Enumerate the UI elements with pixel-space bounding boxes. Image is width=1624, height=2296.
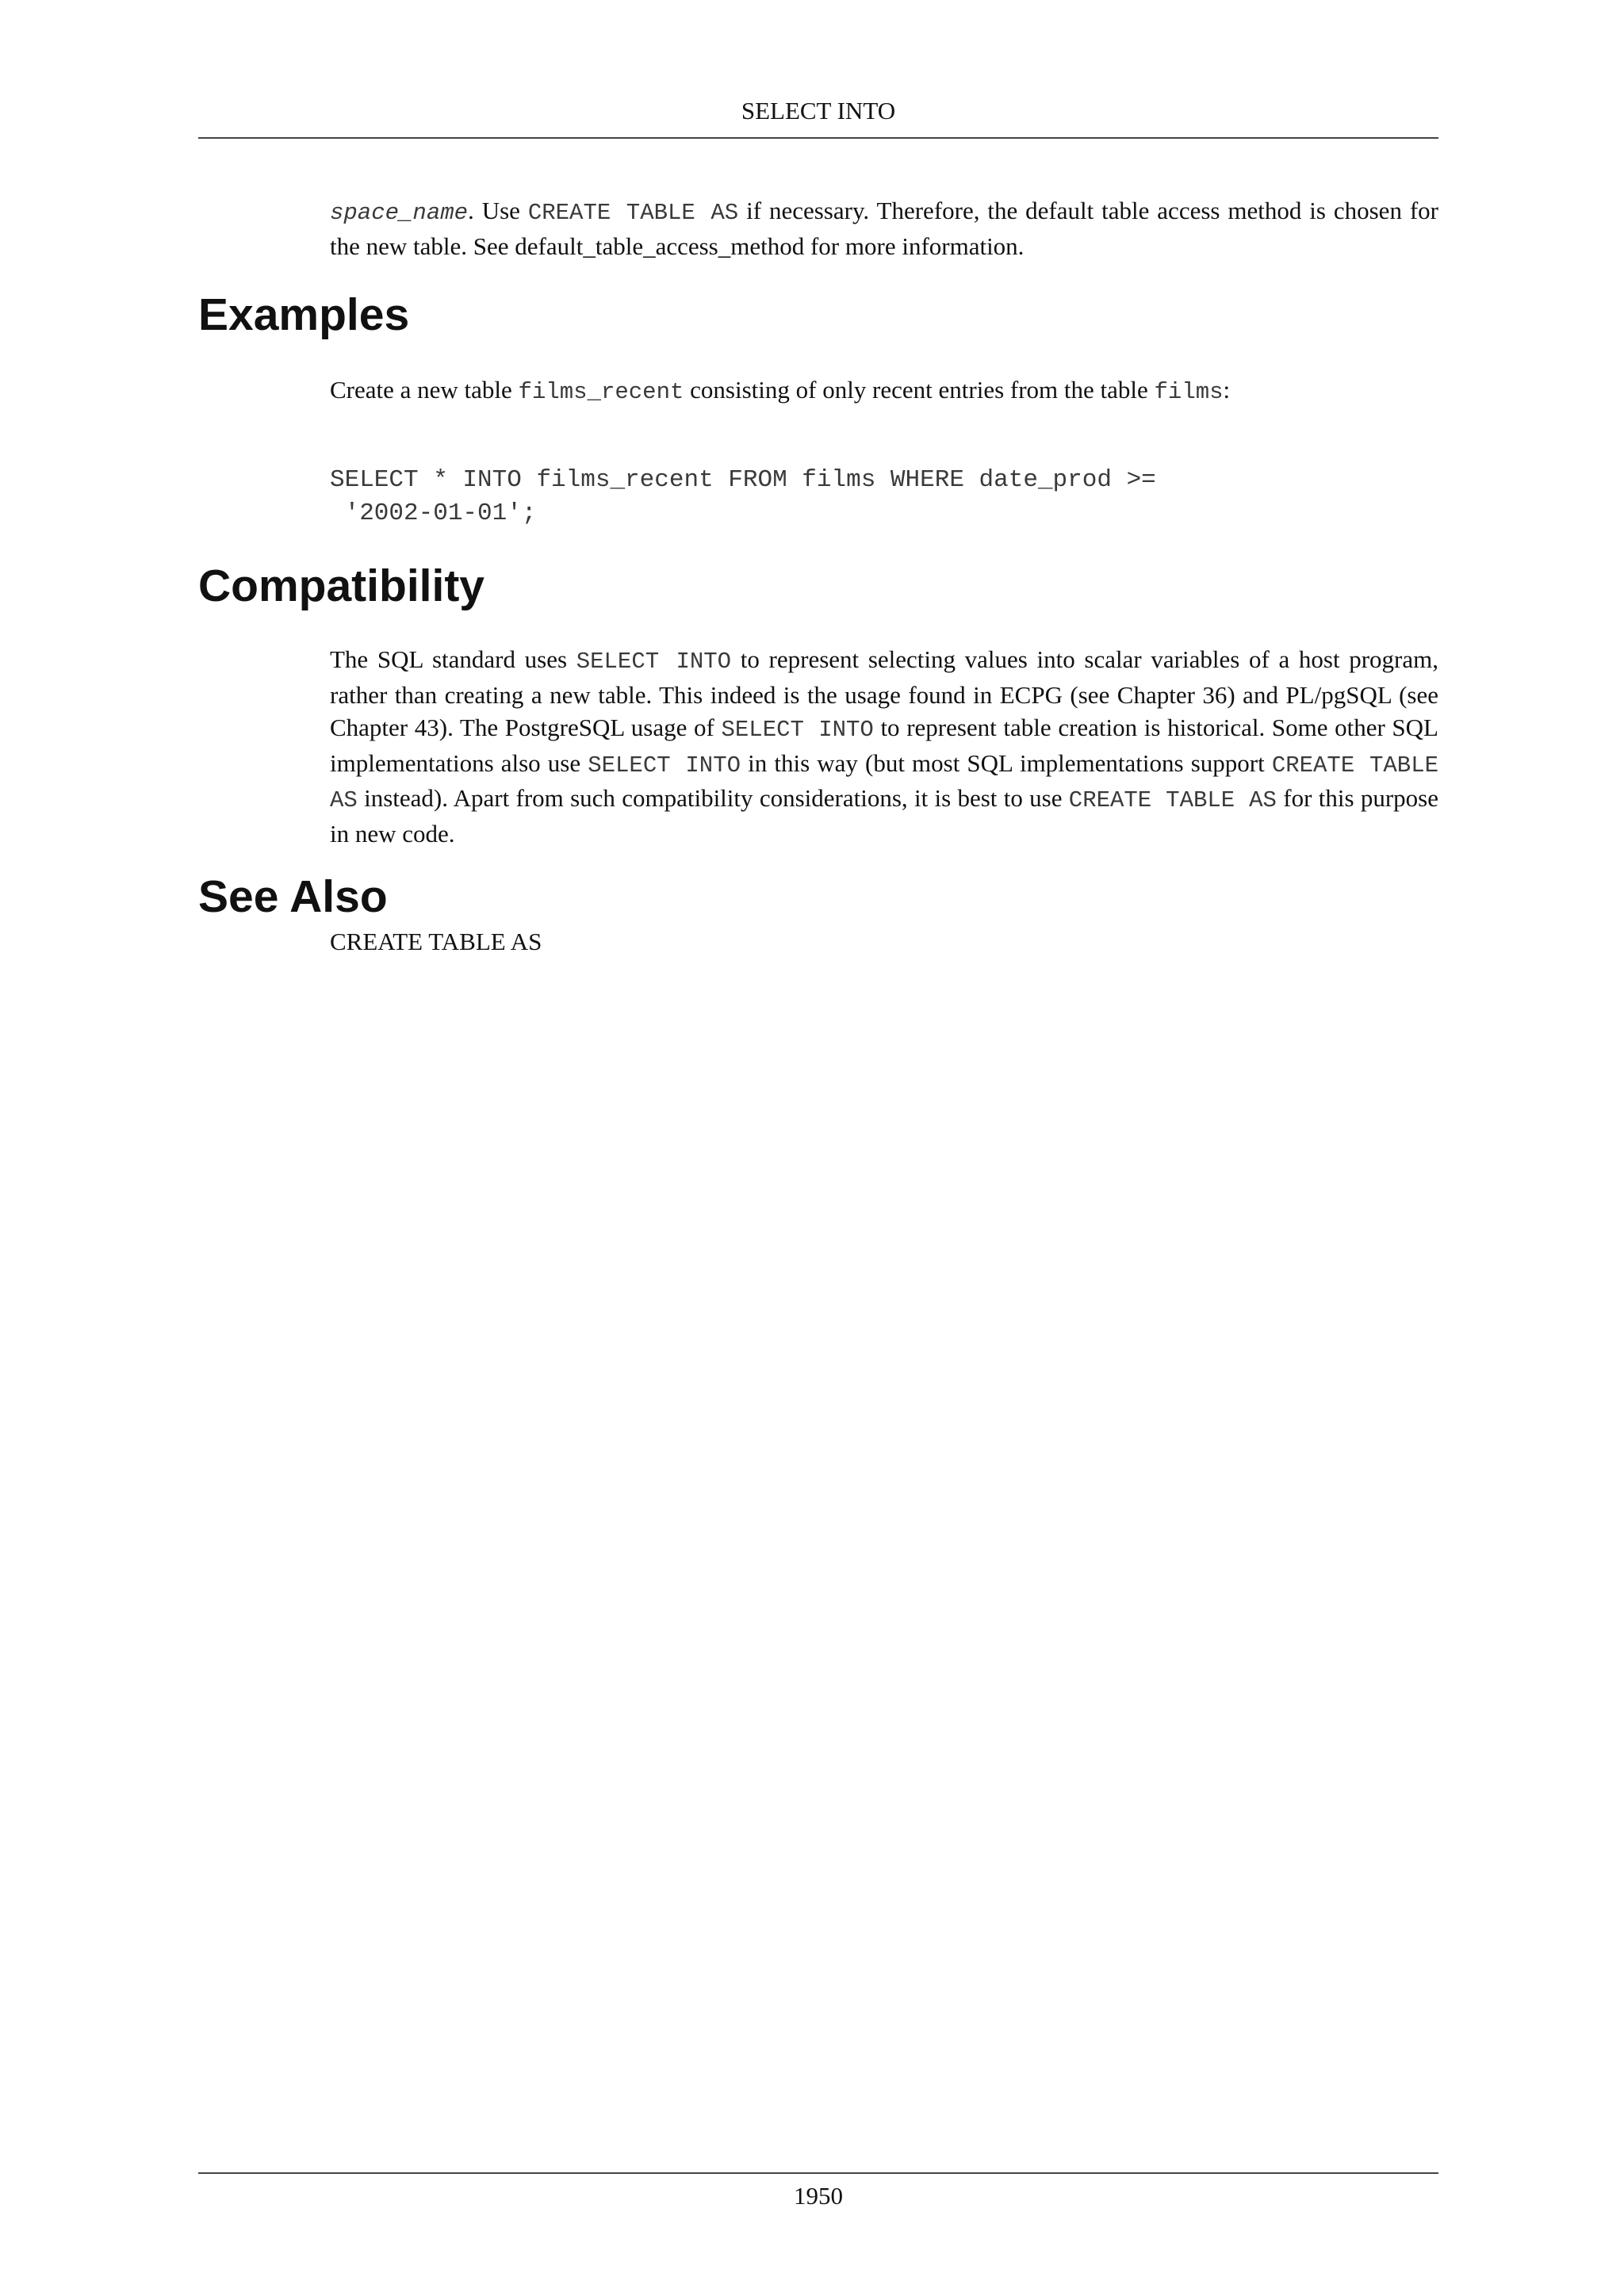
code-create-table-as: CREATE TABLE AS <box>527 200 739 226</box>
running-header: SELECT INTO <box>741 97 896 124</box>
compatibility-heading: Compatibility <box>198 561 485 611</box>
code-table-new: films_recent <box>518 379 684 405</box>
code-table-src: films <box>1154 379 1224 405</box>
compatibility-paragraph: The SQL standard uses SELECT INTO to represent selecting values into scalar variables of a host program, rather than creating a new table. This indeed is the usage found in ECPG (see Chapter 36) and PL/pgSQL (see Chapter 43). The PostgreSQL usage of SELECT INTO to represent table creation is historical. Some other SQL implementations also use SELECT INTO in this way (but most SQL implementations support CREATE TABLE AS instead). Apart from such compatibility considerations, it is best to use CREATE TABLE AS for this purpose in new code. <box>330 645 1439 848</box>
see-also-list <box>330 925 1438 959</box>
code-select-into: SELECT INTO <box>588 752 741 779</box>
header-rule <box>198 137 1438 139</box>
code-create-table-as: CREATE TABLE AS <box>1068 787 1277 813</box>
see-also-heading: See Also <box>198 871 388 922</box>
see-also-link-create-table-as[interactable]: CREATE TABLE AS <box>330 928 542 955</box>
code-param: space_name <box>330 200 469 226</box>
code-select-into: SELECT INTO <box>721 717 874 743</box>
intro-paragraph: space_name. Use CREATE TABLE AS if necessary. Therefore, the default table access method is chosen for the new table. See default_table_access_method for more information. <box>330 197 1439 260</box>
page-number: 1950 <box>794 2182 843 2210</box>
examples-heading: Examples <box>198 289 410 340</box>
code-line: SELECT * INTO films_recent FROM films WHERE date_prod >= <box>330 466 1156 494</box>
footer-rule <box>198 2172 1438 2174</box>
code-line: '2002-01-01'; <box>330 499 537 527</box>
code-example <box>330 464 1156 530</box>
code-select-into: SELECT INTO <box>576 649 732 675</box>
examples-paragraph: Create a new table films_recent consisting of only recent entries from the table films: <box>330 376 1231 405</box>
code-create-table-as: CREATE TABLE AS <box>330 752 1439 813</box>
